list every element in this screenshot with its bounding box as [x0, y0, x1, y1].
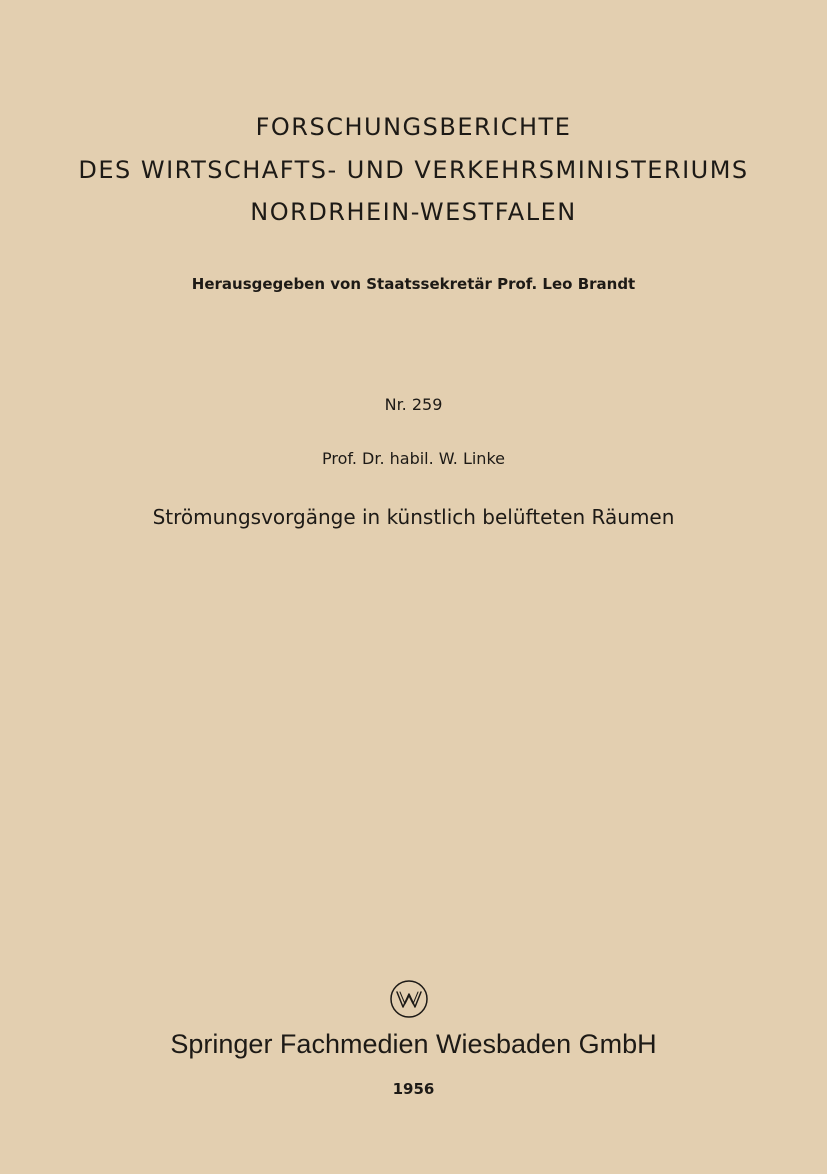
report-number: Nr. 259	[384, 395, 443, 414]
publisher-name: Springer Fachmedien Wiesbaden GmbH	[170, 1029, 657, 1059]
publication-year: 1956	[392, 1080, 435, 1098]
book-title: Strömungsvorgänge in künstlich belüfteten Räumen	[152, 505, 675, 529]
series-title-line-1: FORSCHUNGSBERICHTE	[255, 113, 572, 141]
series-title-line-2: DES WIRTSCHAFTS- UND VERKEHRSMINISTERIUMS	[78, 156, 749, 184]
series-title-line-3: NORDRHEIN-WESTFALEN	[250, 198, 577, 226]
publisher-logo-icon	[389, 979, 429, 1019]
editor-line: Herausgegeben von Staatssekretär Prof. Leo Brandt	[191, 275, 636, 293]
author-name: Prof. Dr. habil. W. Linke	[322, 449, 505, 468]
